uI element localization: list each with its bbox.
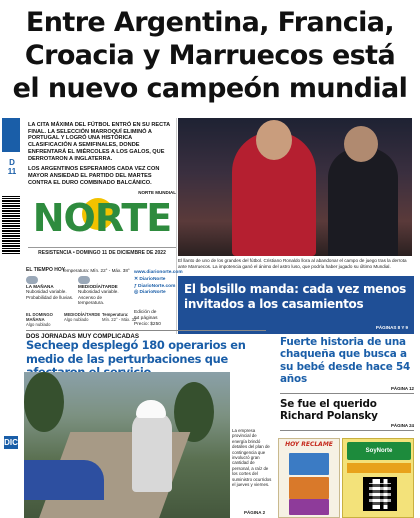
sleeve-shape — [24, 460, 104, 500]
main-headline — [8, 6, 412, 105]
barcode-icon — [2, 196, 20, 254]
edition-date: RESISTENCIA • DOMINGO 11 DE DICIEMBRE DE 2022 — [28, 247, 176, 256]
lead-paragraph-2: LOS ARGENTINOS ESPERAMOS CADA VEZ CON MAYOR ANSIEDAD EL PARTIDO DEL MARTES CONTRA EL DURO COMBINADO BALCÁNICO. — [28, 166, 160, 186]
weather-temps: Temperatura: Mín. 22° - Máx. 38° — [62, 268, 130, 273]
book-cover — [289, 453, 329, 475]
story4-headline: Se fue el querido Richard Polansky — [280, 398, 378, 423]
ad-app-header — [347, 442, 411, 460]
cloud-icon — [26, 276, 38, 284]
helmet-shape — [136, 400, 166, 418]
weather-tomorrow-2 — [64, 312, 100, 322]
tomorrow-desc-2: Algo nublado — [64, 317, 89, 322]
logo-text: NORTE — [32, 196, 172, 240]
side-color-block — [2, 118, 20, 152]
website-link[interactable]: www.diarionorte.com — [134, 270, 183, 275]
cloud-sun-icon — [78, 276, 90, 284]
player-head — [256, 120, 292, 160]
story2-kicker: DOS JORNADAS MUY COMPLICADAS — [26, 330, 266, 340]
facebook-icon: ƒ — [134, 283, 139, 289]
lead-paragraph-1: LA CITA MÁXIMA DEL FÚTBOL ENTRÓ EN SU RECTA FINAL. LA SELECCIÓN MARROQUÍ ELIMINÓ A PORTUGAL Y LOGRÓ UNA HISTÓRICA CLASIFICACIÓN A SEMIFINALES, DONDE ENFRENTARÁ EL MIÉRCOLES A LOS GALOS, QUE DERROTARON A INGLATERRA. — [28, 122, 171, 162]
lead-photo-caption: El llanto de uno de los grandes del fútbol. Cristiano Ronaldo llora al abandonar el campo de juego tras la derrota ante Marruecos. La impotencia ganó el ánimo del astro luso, que podría haber jugado su último Mundial. — [178, 258, 407, 269]
featured-banner[interactable] — [178, 276, 414, 334]
tomorrow-desc-3: Mín. 22° - Máx. 32° — [102, 317, 138, 322]
lead-story — [28, 122, 176, 197]
official-head — [344, 126, 378, 162]
weather-today — [26, 276, 76, 300]
headline-line-1: Entre Argentina, Francia, — [25, 7, 395, 38]
qr-code-icon — [363, 477, 397, 511]
story3[interactable] — [280, 336, 414, 394]
weather-afternoon — [78, 276, 128, 306]
ad-app-brand: SoyNorte — [365, 448, 393, 454]
tomorrow-label-2: MEDIODÍA/TARDE — [64, 312, 101, 317]
story2-photo — [24, 372, 230, 518]
story3-headline: Fuerte historia de una chaqueña que busca a su bebé desde hace 54 años — [280, 336, 411, 386]
side-day-letter: D — [9, 158, 15, 167]
weather-today-label: LA MAÑANA — [26, 284, 54, 289]
story2-headline[interactable]: Secheep desplegó 180 operarios en medio de las perturbaciones que — [26, 338, 246, 366]
book-cover — [289, 477, 329, 499]
facebook-handle: DiarioNorte.com — [138, 283, 176, 289]
instagram-handle: DiarioNorte — [139, 290, 166, 296]
story2-caption: La empresa provincial de energía brindó detalles del plan de contingencia que involucró gran cantidad de personal, a raíz de los cortes del suministro ocurridos el jueves y viernes. — [232, 428, 272, 488]
banner-title: El bolsillo manda: cada vez menos invitados a los casamientos — [184, 282, 407, 311]
weather-afternoon-desc: Nubosidad variable. Ascenso de temperatura. — [78, 289, 119, 306]
tomorrow-label-3: Temperatura: — [102, 312, 129, 317]
social-links — [134, 270, 183, 297]
story3-page: PÁGINA 12 — [390, 385, 414, 391]
twitter-icon: ✕ — [134, 276, 140, 282]
edition-info-1: Edición de — [134, 310, 157, 315]
story4-page: PÁGINA 24 — [390, 422, 414, 428]
story2-page: PÁGINA 2 — [244, 510, 266, 515]
weather-tomorrow-3 — [102, 312, 138, 322]
banner-page: PÁGINAS 8 Y 9 — [375, 325, 408, 330]
worker-figure — [132, 412, 172, 492]
ad-app[interactable] — [342, 438, 414, 518]
twitter-handle: DiarioNorte — [139, 276, 166, 282]
lead-photo — [178, 118, 412, 256]
tomorrow-desc-1: Algo nublado — [26, 322, 51, 327]
weather-today-desc: Nubosidad variable. Probabilidad de lluvias. — [26, 289, 74, 300]
edition-price: Precio: $250 — [134, 321, 161, 327]
weather-title: EL TIEMPO HOY — [26, 267, 66, 273]
story4[interactable] — [280, 398, 414, 431]
newspaper-logo — [28, 192, 176, 244]
column-divider — [176, 118, 177, 334]
book-cover — [289, 499, 329, 515]
tree-shape — [24, 372, 64, 432]
official-figure — [328, 148, 398, 256]
edition-info-2: 64 páginas — [134, 315, 158, 321]
ad-books[interactable] — [278, 438, 340, 518]
ad-app-bar — [347, 463, 411, 473]
headline-line-2: Croacia y Marruecos está — [24, 40, 396, 71]
weather-tomorrow-1 — [26, 312, 62, 327]
tomorrow-label-1: EL DOMINGO MAÑANA — [26, 312, 53, 322]
edition-info — [134, 310, 178, 327]
lead-credit: NORTE MUNDIAL — [138, 190, 176, 196]
ad-books-title: HOY RECLAME — [285, 441, 333, 448]
weather-afternoon-label: MEDIODÍA/TARDE — [78, 284, 118, 289]
side-date — [4, 158, 20, 176]
instagram-icon: ◎ — [134, 290, 140, 296]
side-day-number: 11 — [7, 167, 17, 176]
instagram-link[interactable] — [134, 290, 178, 297]
headline-line-3: el nuevo campeón mundial — [12, 73, 408, 104]
twitter-link[interactable] — [134, 277, 178, 284]
side-month: DIC — [4, 438, 18, 447]
